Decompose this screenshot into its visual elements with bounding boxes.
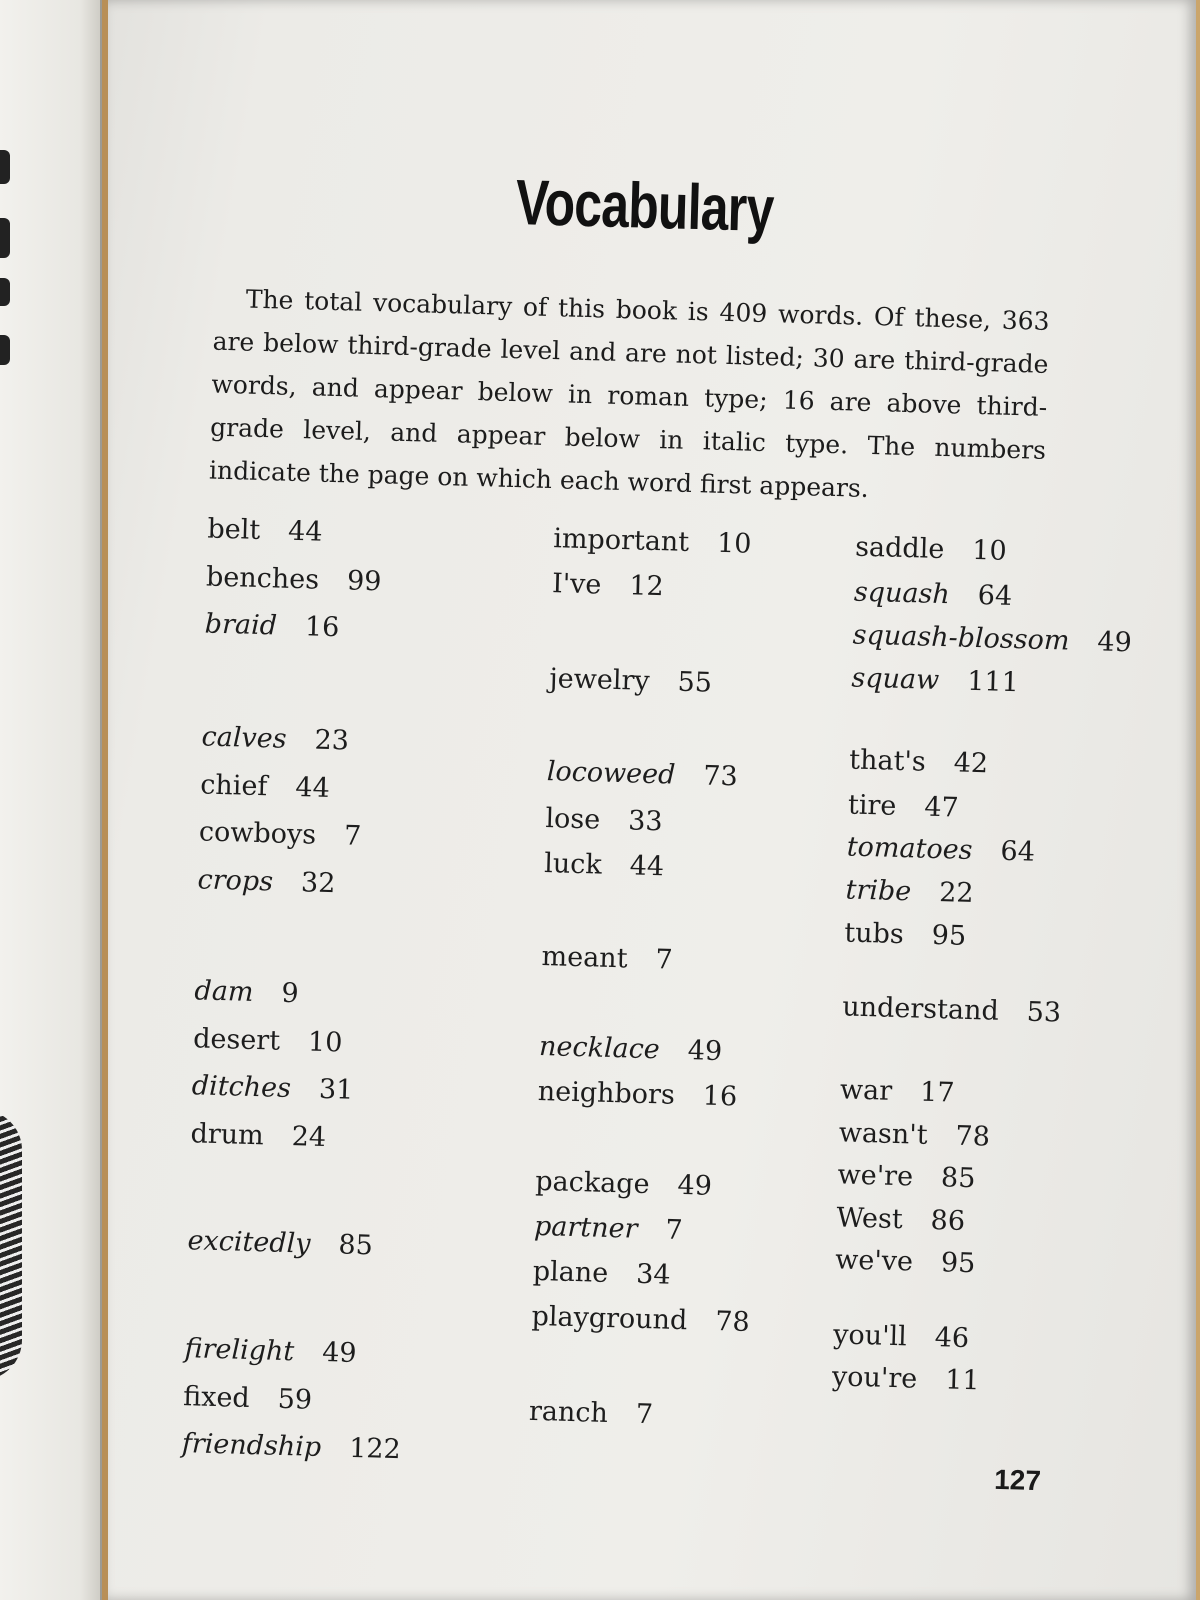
vocab-page-number: 55: [677, 666, 713, 699]
vocab-entry: [187, 1225, 373, 1261]
vocab-page-number: 73: [702, 760, 739, 793]
vocab-page-number: 22: [938, 877, 975, 910]
vocab-entry: [549, 663, 712, 699]
vocab-word: war: [839, 1074, 893, 1107]
vocab-page-number: 42: [953, 747, 989, 780]
vocab-entry: [197, 864, 336, 899]
vocab-page-number: 59: [277, 1383, 313, 1416]
vocab-word: squash: [853, 576, 951, 611]
vocab-word: tire: [847, 789, 897, 822]
vocab-entry: [546, 756, 738, 792]
vocab-page-number: 31: [318, 1073, 354, 1106]
vocab-entry: [842, 991, 1062, 1028]
vocab-word: playground: [531, 1300, 688, 1337]
vocab-entry: [529, 1396, 654, 1430]
vocab-entry: [545, 803, 663, 837]
vocab-word: dam: [194, 975, 254, 1008]
vocab-word: wasn't: [838, 1117, 928, 1151]
vocab-entry: [544, 848, 665, 882]
vocab-word: important: [552, 523, 690, 558]
vocab-entry: [183, 1381, 313, 1416]
vocab-word: squash-blossom: [852, 619, 1070, 657]
vocab-page-number: 49: [687, 1035, 723, 1068]
vocab-page-number: 7: [655, 944, 674, 976]
vocab-entry: [207, 514, 323, 548]
vocab-entry: [200, 769, 330, 804]
vocab-word: tribe: [845, 874, 912, 908]
vocab-word: friendship: [181, 1428, 322, 1464]
vocab-entry: [534, 1211, 683, 1246]
vocab-word: necklace: [538, 1030, 661, 1066]
vocab-entry: [206, 561, 382, 597]
vocab-word: we've: [834, 1244, 914, 1278]
vocab-word: ditches: [191, 1070, 292, 1105]
vocab-page-number: 111: [966, 665, 1020, 699]
vocab-entry: [204, 608, 339, 643]
vocab-entry: [851, 663, 1019, 699]
vocab-entry: [539, 1031, 723, 1067]
vocab-entry: [849, 745, 989, 780]
vocab-page-number: 7: [343, 820, 362, 852]
vocab-entry: [184, 1333, 357, 1369]
vocab-page-number: 47: [923, 791, 960, 824]
facing-page-text-fragment: [0, 150, 10, 184]
vocab-page-number: 24: [291, 1121, 327, 1154]
vocab-word: West: [836, 1202, 904, 1236]
vocab-page-number: 32: [300, 867, 336, 900]
vocab-page-number: 7: [635, 1398, 654, 1431]
vocab-page-number: 49: [1096, 626, 1133, 659]
vocab-page-number: 53: [1026, 996, 1062, 1029]
vocab-word: desert: [192, 1023, 281, 1057]
page-number: 127: [993, 1463, 1042, 1497]
vocab-page-number: 85: [940, 1162, 976, 1195]
vocab-word: firelight: [184, 1333, 295, 1368]
vocab-entry: [541, 941, 673, 976]
vocab-word: you're: [831, 1361, 918, 1395]
vocab-page-number: 9: [281, 977, 300, 1010]
vocab-page-number: 17: [919, 1076, 955, 1109]
vocab-entry: [190, 1118, 326, 1153]
vocab-page-number: 95: [931, 919, 967, 952]
vocab-page-number: 44: [629, 850, 665, 883]
vocab-page-number: 86: [930, 1204, 966, 1237]
intro-paragraph: [208, 277, 1050, 515]
vocab-word: belt: [207, 513, 261, 546]
vocab-word: saddle: [854, 531, 945, 566]
vocab-word: understand: [841, 991, 1000, 1027]
vocab-entry: [854, 577, 1013, 612]
vocab-entry: [532, 1256, 671, 1291]
vocab-page-number: 34: [635, 1258, 671, 1291]
vocab-word: drum: [190, 1118, 265, 1152]
vocab-page-number: 10: [307, 1026, 343, 1059]
vocab-entry: [199, 816, 362, 852]
vocab-page-number: 49: [677, 1169, 713, 1202]
vocab-entry: [835, 1244, 976, 1279]
vocab-word: locoweed: [546, 756, 676, 791]
page-title: Vocabulary: [514, 166, 775, 246]
vocab-page-number: 64: [977, 580, 1013, 612]
vocab-word: you'll: [832, 1319, 908, 1353]
vocab-word: meant: [541, 941, 628, 975]
vocab-word: plane: [532, 1255, 609, 1289]
vocab-page-number: 10: [971, 534, 1008, 567]
vocab-word: cowboys: [198, 816, 317, 851]
vocab-page-number: 99: [346, 565, 382, 598]
vocab-entry: [836, 1202, 965, 1237]
vocab-page-number: 44: [287, 515, 323, 548]
vocab-word: fixed: [182, 1381, 251, 1415]
vocab-page-number: 16: [702, 1080, 738, 1113]
vocab-page-number: 78: [955, 1120, 991, 1153]
vocab-word: squaw: [851, 662, 940, 696]
vocab-page-number: 64: [1000, 835, 1036, 868]
intro-text: The total vocabulary of this book is 409 words. Of these, 363 are below third-grade level and are not listed; 30 are third-grade words, and appear below in roman type; 16 are above third-grade level, and appear below in italic type. The numbers indicate the page on which each word first appears.: [208, 284, 1050, 503]
book-page: [108, 0, 1196, 1600]
vocab-entry: [844, 917, 967, 951]
vocab-word: calves: [201, 721, 287, 755]
page-content: [86, 0, 1200, 1600]
vocab-entry: [848, 790, 960, 824]
vocab-page-number: 85: [338, 1229, 374, 1262]
vocab-word: neighbors: [537, 1075, 676, 1111]
vocab-page-number: 12: [628, 570, 665, 603]
vocab-entry: [846, 831, 1035, 867]
vocab-entry: [194, 975, 299, 1009]
vocab-entry: [191, 1070, 353, 1105]
facing-page-text-fragment: [0, 278, 10, 306]
vocab-entry: [552, 568, 665, 602]
vocab-word: that's: [848, 744, 927, 778]
vocab-word: excitedly: [187, 1225, 311, 1260]
vocab-page-number: 10: [716, 527, 752, 560]
facing-page-text-fragment: [0, 335, 10, 365]
vocab-page-number: 122: [348, 1432, 402, 1466]
vocab-page-number: 46: [934, 1322, 970, 1355]
vocab-entry: [845, 874, 974, 909]
vocab-entry: [553, 523, 752, 560]
vocab-entry: [852, 620, 1132, 659]
vocab-word: package: [534, 1165, 650, 1201]
vocab-page-number: 78: [714, 1305, 751, 1338]
vocab-entry: [840, 1074, 955, 1108]
vocab-page-number: 23: [314, 724, 350, 757]
vocab-entry: [833, 1319, 970, 1354]
vocab-page-number: 49: [321, 1337, 357, 1369]
vocab-page-number: 11: [944, 1364, 980, 1397]
facing-page-illustration: [0, 1110, 22, 1380]
vocab-entry: [193, 1023, 343, 1058]
vocab-word: luck: [543, 848, 603, 881]
vocab-page-number: 95: [940, 1247, 976, 1280]
vocab-entry: [832, 1361, 980, 1396]
vocab-entry: [201, 721, 349, 756]
vocab-word: jewelry: [548, 663, 651, 697]
vocab-page-number: 7: [665, 1214, 684, 1247]
vocab-page-number: 16: [304, 611, 340, 644]
vocab-page-number: 33: [627, 805, 663, 838]
vocab-page-number: 44: [294, 772, 331, 805]
vocab-word: crops: [197, 864, 274, 898]
vocab-entry: [537, 1076, 737, 1113]
vocab-word: tomatoes: [846, 831, 973, 866]
vocab-entry: [531, 1301, 750, 1338]
vocab-entry: [855, 532, 1007, 567]
facing-page-text-fragment: [0, 218, 10, 258]
vocab-word: I've: [551, 568, 602, 601]
vocab-entry: [181, 1428, 401, 1465]
vocab-word: tubs: [843, 917, 905, 951]
vocab-word: partner: [533, 1210, 638, 1245]
vocab-word: ranch: [528, 1395, 609, 1430]
vocab-word: braid: [204, 608, 278, 642]
vocab-word: benches: [205, 561, 320, 596]
vocab-entry: [838, 1117, 990, 1152]
facing-page: [0, 0, 102, 1600]
vocab-word: lose: [545, 803, 601, 836]
vocab-entry: [535, 1166, 712, 1202]
vocab-word: chief: [199, 769, 268, 803]
vocab-word: we're: [837, 1159, 914, 1193]
vocab-entry: [837, 1159, 976, 1194]
